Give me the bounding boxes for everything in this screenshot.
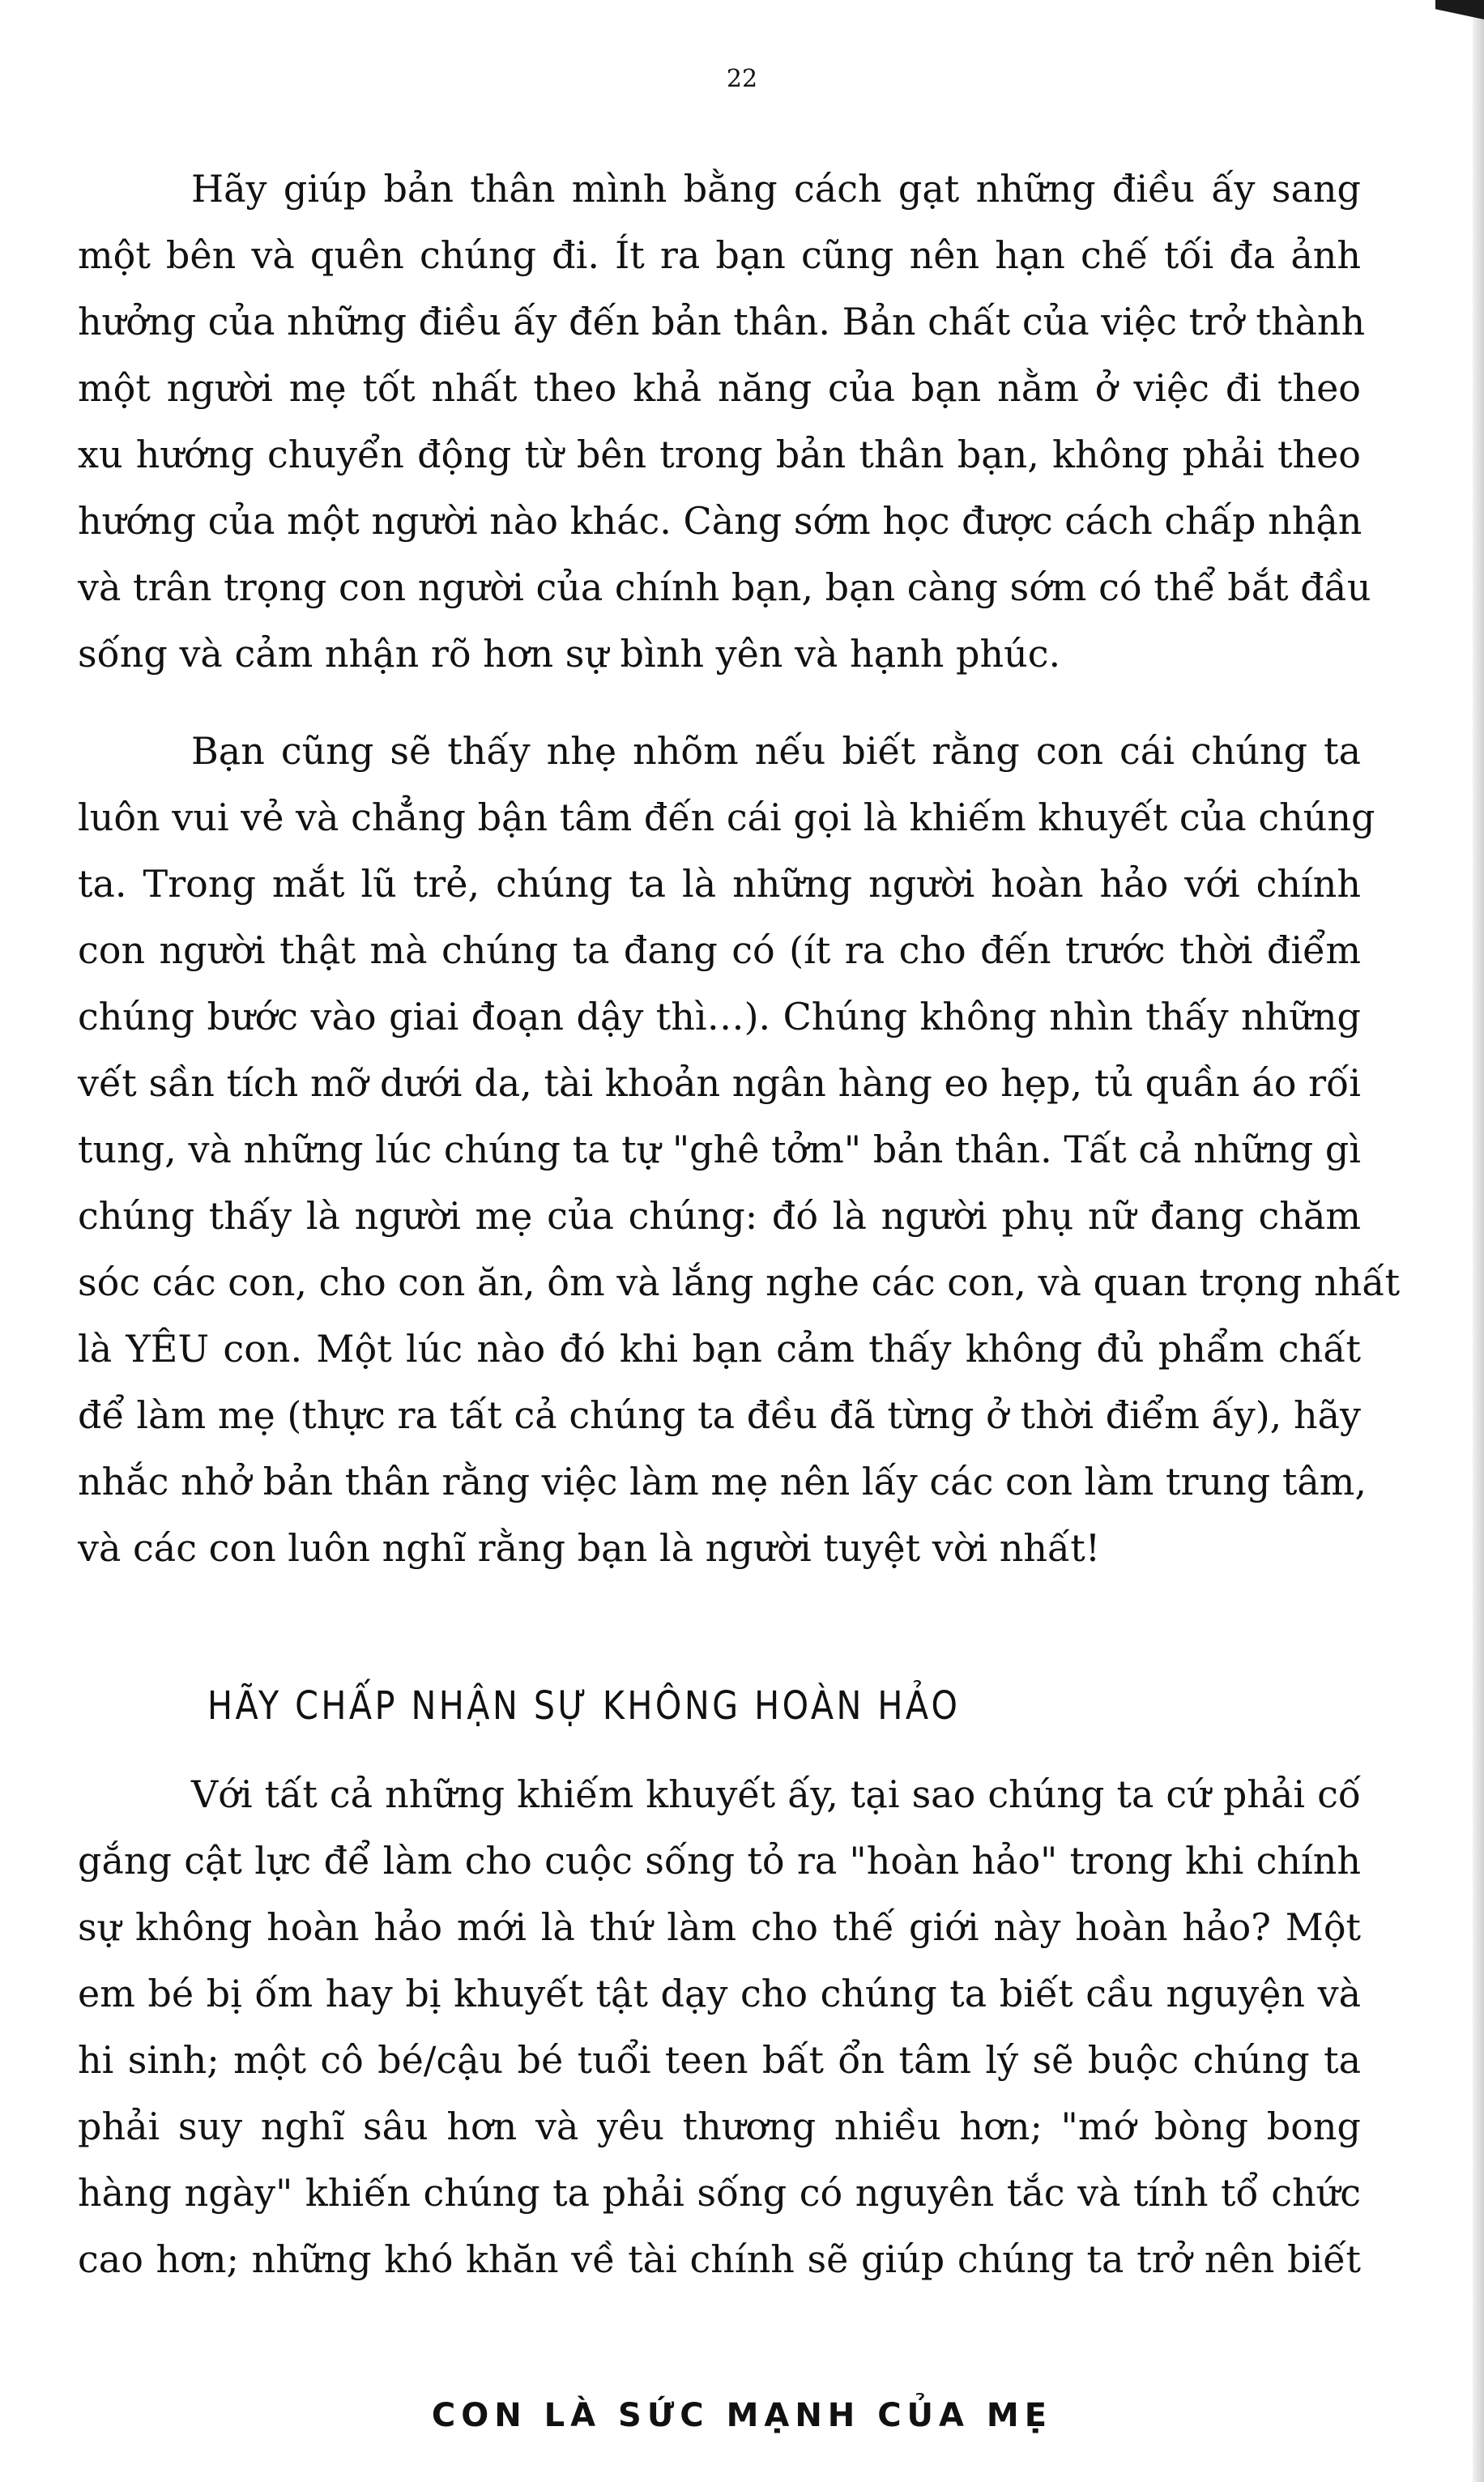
text-line: sống và cảm nhận rõ hơn sự bình yên và hạnh phúc. <box>78 632 1061 676</box>
text-line: chúng bước vào giai đoạn dậy thì…). Chúng không nhìn thấy những <box>78 995 1361 1038</box>
text-line: nhắc nhở bản thân rằng việc làm mẹ nên lấy các con làm trung tâm, <box>78 1460 1367 1503</box>
paragraph-1 <box>78 156 1371 687</box>
text-line: và trân trọng con người của chính bạn, bạn càng sớm có thể bắt đầu <box>78 565 1371 609</box>
text-line: một người mẹ tốt nhất theo khả năng của bạn nằm ở việc đi theo <box>78 366 1361 410</box>
text-line: Hãy giúp bản thân mình bằng cách gạt những điều ấy sang <box>191 167 1361 211</box>
running-footer: CON LÀ SỨC MẠNH CỦA MẸ <box>431 2397 1053 2434</box>
text-line: vết sần tích mỡ dưới da, tài khoản ngân hàng eo hẹp, tủ quần áo rối <box>78 1061 1361 1105</box>
text-line: để làm mẹ (thực ra tất cả chúng ta đều đã từng ở thời điểm ấy), hãy <box>78 1393 1361 1437</box>
text-line: một bên và quên chúng đi. Ít ra bạn cũng nên hạn chế tối đa ảnh <box>78 233 1361 277</box>
text-line: gắng cật lực để làm cho cuộc sống tỏ ra "hoàn hảo" trong khi chính <box>78 1839 1361 1883</box>
text-line: con người thật mà chúng ta đang có (ít ra cho đến trước thời điểm <box>78 928 1361 972</box>
text-line: ta. Trong mắt lũ trẻ, chúng ta là những người hoàn hảo với chính <box>78 862 1361 906</box>
text-line: hướng của một người nào khác. Càng sớm học được cách chấp nhận <box>78 499 1362 543</box>
text-line: Bạn cũng sẽ thấy nhẹ nhõm nếu biết rằng con cái chúng ta <box>191 729 1361 773</box>
page-number: 22 <box>726 65 758 93</box>
text-line: và các con luôn nghĩ rằng bạn là người tuyệt vời nhất! <box>78 1526 1101 1570</box>
text-line: tung, và những lúc chúng ta tự "ghê tởm" bản thân. Tất cả những gì <box>78 1128 1361 1171</box>
text-line: chúng thấy là người mẹ của chúng: đó là người phụ nữ đang chăm <box>78 1194 1361 1238</box>
paragraph-2 <box>78 718 1401 1581</box>
section-heading: HÃY CHẤP NHẬN SỰ KHÔNG HOÀN HẢO <box>207 1683 961 1729</box>
paragraph-3 <box>78 1761 1361 2292</box>
text-line: cao hơn; những khó khăn về tài chính sẽ giúp chúng ta trở nên biết <box>78 2237 1361 2281</box>
text-line: em bé bị ốm hay bị khuyết tật dạy cho chúng ta biết cầu nguyện và <box>78 1972 1361 2015</box>
text-line: hưởng của những điều ấy đến bản thân. Bản chất của việc trở thành <box>78 300 1366 343</box>
text-line: là YÊU con. Một lúc nào đó khi bạn cảm thấy không đủ phẩm chất <box>78 1327 1361 1371</box>
text-line: Với tất cả những khiếm khuyết ấy, tại sao chúng ta cứ phải cố <box>191 1772 1361 1816</box>
text-line: sóc các con, cho con ăn, ôm và lắng nghe các con, và quan trọng nhất <box>78 1260 1401 1304</box>
scan-artifact <box>1435 0 1484 19</box>
text-line: xu hướng chuyển động từ bên trong bản thân bạn, không phải theo <box>78 433 1361 476</box>
scan-edge <box>1473 0 1484 2482</box>
text-line: hi sinh; một cô bé/cậu bé tuổi teen bất ổn tâm lý sẽ buộc chúng ta <box>78 2038 1361 2082</box>
text-line: sự không hoàn hảo mới là thứ làm cho thế giới này hoàn hảo? Một <box>78 1905 1361 1949</box>
text-line: phải suy nghĩ sâu hơn và yêu thương nhiều hơn; "mớ bòng bong <box>78 2105 1361 2148</box>
text-line: hàng ngày" khiến chúng ta phải sống có nguyên tắc và tính tổ chức <box>78 2171 1361 2215</box>
text-line: luôn vui vẻ và chẳng bận tâm đến cái gọi là khiếm khuyết của chúng <box>78 795 1375 839</box>
